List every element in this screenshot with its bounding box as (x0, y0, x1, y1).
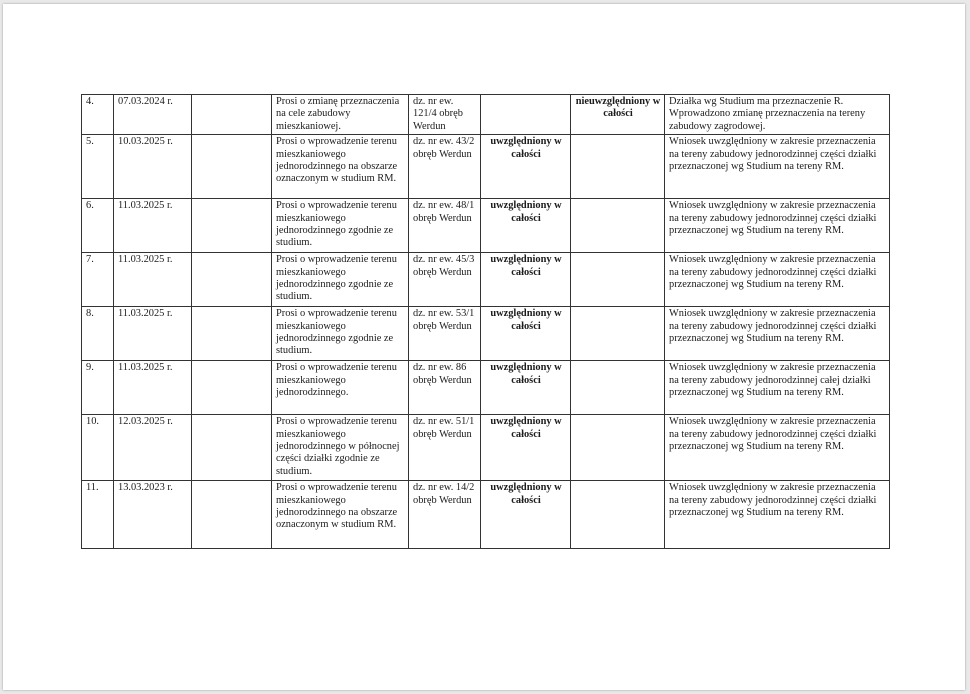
status-rejected (571, 415, 665, 481)
status-rejected (571, 307, 665, 361)
row-number: 6. (82, 199, 114, 253)
resolution-note: Działka wg Studium ma przeznaczenie R. Wprowadzono zmianę przeznaczenia na tereny zabudowy zagrodowej. (665, 95, 890, 135)
applicant-cell (192, 95, 272, 135)
submission-date: 12.03.2025 r. (114, 415, 192, 481)
resolution-note: Wniosek uwzględniony w zakresie przeznaczenia na tereny zabudowy jednorodzinnej całej działki przeznaczonej wg Studium na tereny RM. (665, 361, 890, 415)
parcel-designation: dz. nr ew. 86 obręb Werdun (409, 361, 481, 415)
applicant-cell (192, 307, 272, 361)
status-accepted: uwzględniony w całości (481, 135, 571, 199)
row-number: 7. (82, 253, 114, 307)
table-row (82, 199, 890, 253)
table-row (82, 253, 890, 307)
status-rejected (571, 253, 665, 307)
status-rejected (571, 199, 665, 253)
parcel-designation: dz. nr ew. 48/1 obręb Werdun (409, 199, 481, 253)
submission-date: 11.03.2025 r. (114, 307, 192, 361)
parcel-designation: dz. nr ew. 121/4 obręb Werdun (409, 95, 481, 135)
row-number: 4. (82, 95, 114, 135)
status-accepted (481, 95, 571, 135)
request-description: Prosi o wprowadzenie terenu mieszkaniowego jednorodzinnego w północnej części działki zgodnie ze studium. (272, 415, 409, 481)
document-page (3, 4, 965, 690)
applications-table (81, 94, 890, 549)
submission-date: 11.03.2025 r. (114, 253, 192, 307)
request-description: Prosi o zmianę przeznaczenia na cele zabudowy mieszkaniowej. (272, 95, 409, 135)
parcel-designation: dz. nr ew. 53/1 obręb Werdun (409, 307, 481, 361)
submission-date: 11.03.2025 r. (114, 361, 192, 415)
status-accepted: uwzględniony w całości (481, 253, 571, 307)
row-number: 9. (82, 361, 114, 415)
parcel-designation: dz. nr ew. 14/2 obręb Werdun (409, 481, 481, 549)
status-accepted: uwzględniony w całości (481, 481, 571, 549)
request-description: Prosi o wprowadzenie terenu mieszkaniowego jednorodzinnego zgodnie ze studium. (272, 199, 409, 253)
status-accepted: uwzględniony w całości (481, 361, 571, 415)
row-number: 8. (82, 307, 114, 361)
applicant-cell (192, 415, 272, 481)
row-number: 5. (82, 135, 114, 199)
parcel-designation: dz. nr ew. 45/3 obręb Werdun (409, 253, 481, 307)
status-rejected: nieuwzględniony w całości (571, 95, 665, 135)
request-description: Prosi o wprowadzenie terenu mieszkaniowego jednorodzinnego zgodnie ze studium. (272, 307, 409, 361)
status-accepted: uwzględniony w całości (481, 199, 571, 253)
status-rejected (571, 135, 665, 199)
submission-date: 13.03.2023 r. (114, 481, 192, 549)
applicant-cell (192, 135, 272, 199)
applicant-cell (192, 199, 272, 253)
status-rejected (571, 361, 665, 415)
status-accepted: uwzględniony w całości (481, 415, 571, 481)
resolution-note: Wniosek uwzględniony w zakresie przeznaczenia na tereny zabudowy jednorodzinnej części działki przeznaczonej wg Studium na tereny RM. (665, 135, 890, 199)
submission-date: 11.03.2025 r. (114, 199, 192, 253)
applicant-cell (192, 253, 272, 307)
table-row (82, 95, 890, 135)
row-number: 11. (82, 481, 114, 549)
table-row (82, 481, 890, 549)
request-description: Prosi o wprowadzenie terenu mieszkaniowego jednorodzinnego zgodnie ze studium. (272, 253, 409, 307)
applicant-cell (192, 481, 272, 549)
request-description: Prosi o wprowadzenie terenu mieszkaniowego jednorodzinnego. (272, 361, 409, 415)
submission-date: 10.03.2025 r. (114, 135, 192, 199)
request-description: Prosi o wprowadzenie terenu mieszkaniowego jednorodzinnego na obszarze oznaczonym w studium RM. (272, 135, 409, 199)
applicant-cell (192, 361, 272, 415)
parcel-designation: dz. nr ew. 43/2 obręb Werdun (409, 135, 481, 199)
submission-date: 07.03.2024 r. (114, 95, 192, 135)
resolution-note: Wniosek uwzględniony w zakresie przeznaczenia na tereny zabudowy jednorodzinnej części działki przeznaczonej wg Studium na tereny RM. (665, 415, 890, 481)
table-row (82, 361, 890, 415)
parcel-designation: dz. nr ew. 51/1 obręb Werdun (409, 415, 481, 481)
table-row (82, 415, 890, 481)
row-number: 10. (82, 415, 114, 481)
resolution-note: Wniosek uwzględniony w zakresie przeznaczenia na tereny zabudowy jednorodzinnej części działki przeznaczonej wg Studium na tereny RM. (665, 307, 890, 361)
table-row (82, 307, 890, 361)
resolution-note: Wniosek uwzględniony w zakresie przeznaczenia na tereny zabudowy jednorodzinnej części działki przeznaczonej wg Studium na tereny RM. (665, 253, 890, 307)
resolution-note: Wniosek uwzględniony w zakresie przeznaczenia na tereny zabudowy jednorodzinnej części działki przeznaczonej wg Studium na tereny RM. (665, 199, 890, 253)
table-row (82, 135, 890, 199)
status-accepted: uwzględniony w całości (481, 307, 571, 361)
resolution-note: Wniosek uwzględniony w zakresie przeznaczenia na tereny zabudowy jednorodzinnej części działki przeznaczonej wg Studium na tereny RM. (665, 481, 890, 549)
request-description: Prosi o wprowadzenie terenu mieszkaniowego jednorodzinnego na obszarze oznaczonym w studium RM. (272, 481, 409, 549)
status-rejected (571, 481, 665, 549)
